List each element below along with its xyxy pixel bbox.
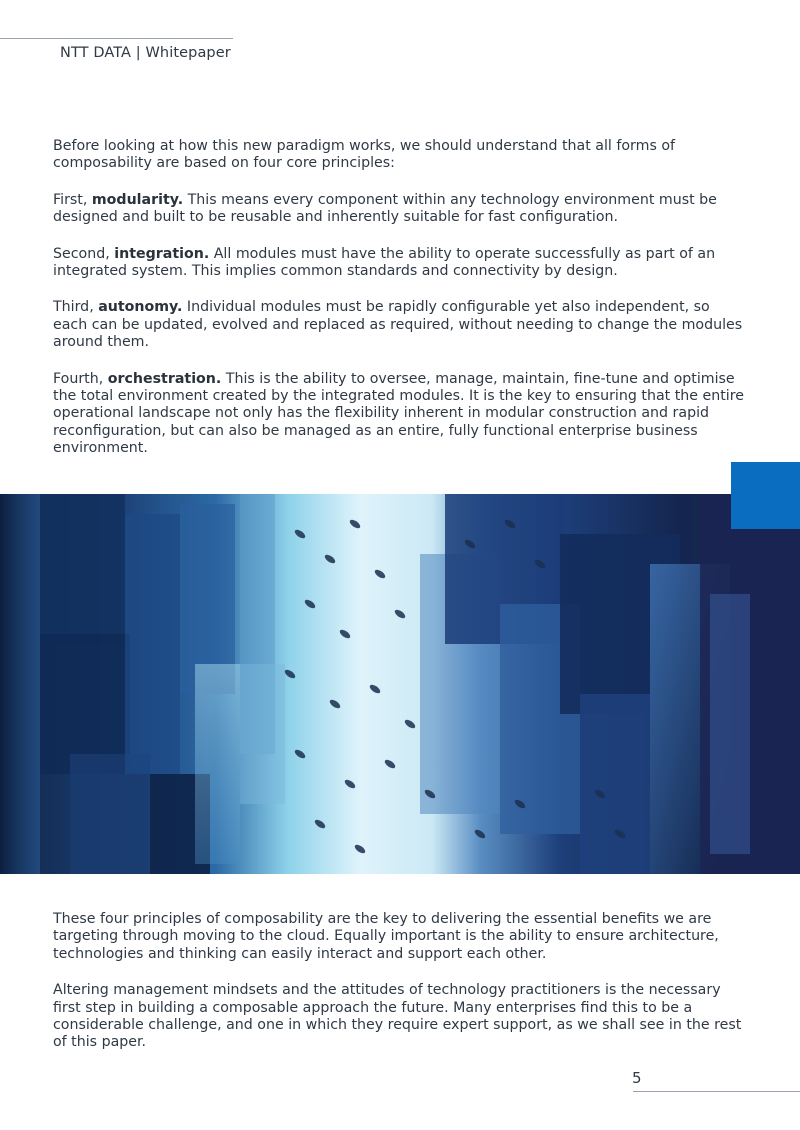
principle-prefix: Third,	[53, 299, 99, 316]
principle-orchestration	[53, 371, 748, 458]
body-bottom	[53, 911, 748, 1071]
header-title: NTT DATA | Whitepaper	[60, 45, 231, 61]
footer-rule	[633, 1091, 800, 1092]
principle-prefix: Fourth,	[53, 370, 108, 387]
principle-text: All modules must have the ability to operate successfully as part of an integrated system. This implies common standards and connectivity by design.	[53, 245, 716, 280]
principle-text: Individual modules must be rapidly configurable yet also independent, so each can be updated, evolved and replaced as required, without needing to change the modules around them.	[53, 299, 743, 351]
principle-term: modularity.	[91, 191, 184, 208]
principle-term: orchestration.	[107, 370, 222, 387]
intro-paragraph: Before looking at how this new paradigm works, we should understand that all forms of composability are based on four core principles:	[53, 138, 676, 172]
principle-prefix: First,	[53, 191, 92, 208]
principle-term: integration.	[114, 245, 210, 262]
principle-integration	[53, 246, 748, 281]
hero-illustration	[0, 494, 800, 874]
principle-autonomy	[53, 299, 748, 351]
closing-paragraph: Altering management mindsets and the attitudes of technology practitioners is the necessary first step in building a composable approach the future. Many enterprises find this to be a considerable challenge, and one in which they require expert support, as we shall see in the rest of this paper.	[53, 982, 742, 1051]
hero-image	[0, 494, 800, 874]
principle-term: autonomy.	[98, 299, 183, 316]
header-rule	[0, 38, 233, 39]
principle-modularity	[53, 192, 748, 227]
page-number: 5	[632, 1069, 642, 1087]
principle-text: This is the ability to oversee, manage, maintain, fine-tune and optimise the total environment created by the integrated modules. It is the key to ensuring that the entire operational landscape not only has the flexibility inherent in modular construction and rapid reconfiguration, but can also be managed as an entire, fully functional enterprise business environment.	[53, 370, 744, 457]
body-top	[53, 138, 748, 477]
principle-text: This means every component within any technology environment must be designed and built to be reusable and inherently suitable for fast configuration.	[53, 191, 717, 226]
closing-paragraph: These four principles of composability are the key to delivering the essential benefits we are targeting through moving to the cloud. Equally important is the ability to ensure architecture, technologies and thinking can easily interact and support each other.	[53, 911, 719, 962]
accent-square	[731, 462, 800, 529]
principle-prefix: Second,	[53, 245, 115, 262]
